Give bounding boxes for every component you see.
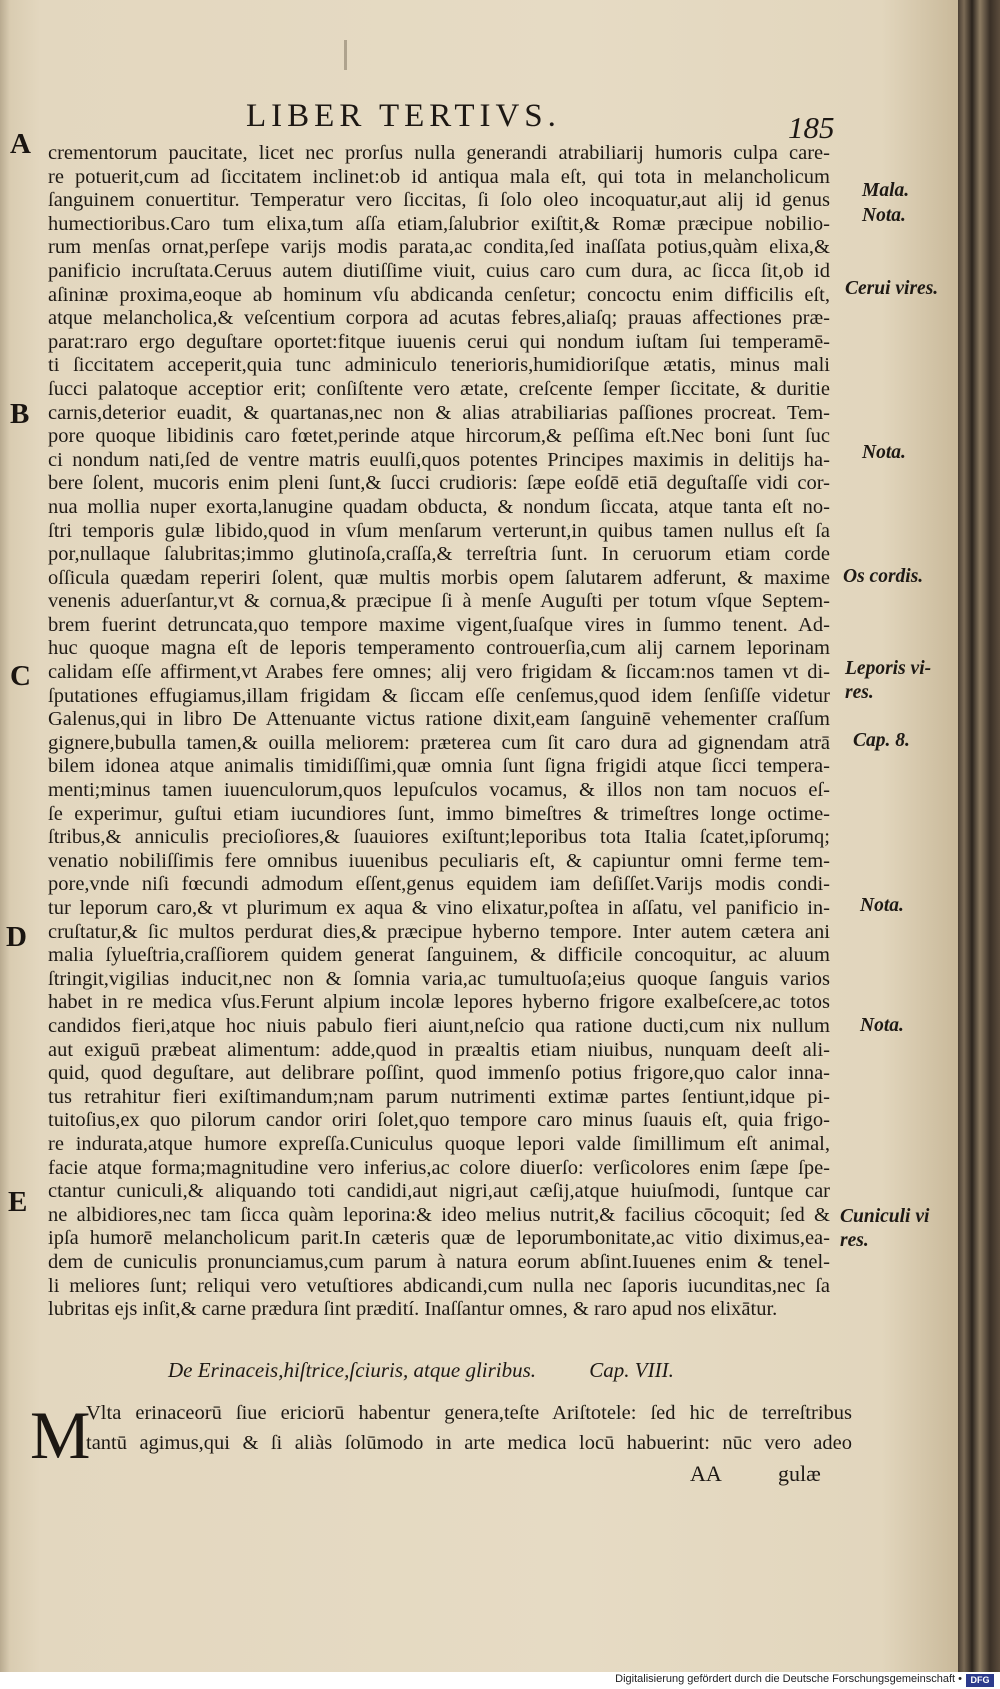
- text-line: facie atque forma;magnitudine vero inferius,ac colore diuerſo: verſicolores enim ſæpe ſpe-: [48, 1156, 830, 1179]
- text-line: re indurata,atque humore expreſſa.Cuniculus quoque lepori valde ſimillimum eſt animal,: [48, 1132, 830, 1155]
- text-line: venatio nobiliſſimis fere omnibus iuuenibus peculiaris eſt, & capiuntur omni ferme tem-: [48, 849, 830, 872]
- text-line: parat:raro ergo deguſtare oportet:fitque iuuenis cerui qui nondum iuſtam ſui temperamē-: [48, 330, 830, 353]
- text-line: re potuerit,cum ad ſiccitatem inclinet:ob id antiqua mala eſt, qui tota in melancholicum: [48, 165, 830, 188]
- text-line: huc quoque magna eſt de leporis temperamento controuerſia,cum alij carnem leporinam: [48, 637, 830, 660]
- text-line: dem de cuniculis pronunciamus,cum parum à natura eorum abſint.Iuuenes enim & tenel-: [48, 1250, 830, 1273]
- digitization-footer: [0, 1672, 1000, 1689]
- text-line: lubritas ejs inſit,& carne prædura ſint prædití. Inaſſantur omnes, & raro apud nos elixātur.: [48, 1298, 778, 1321]
- text-line: Galenus,qui in libro De Attenuante victus ratione dixit,eam ſanguinē vehementer craſſum: [48, 708, 830, 731]
- text-line: ne albidiores,nec tam ſicca quàm leporina:& ideo melius nutrit,& facilius cōcoquit; ſed &: [48, 1203, 830, 1226]
- body-text: [48, 142, 830, 1322]
- drop-cap-initial: M: [30, 1397, 91, 1473]
- chapter-heading: [168, 1358, 674, 1383]
- text-line: ſtribus,& anniculis precioſiores,& ſuauiores exiſtunt;leporibus tota Italia ſcatet,ipſorumq;: [48, 826, 830, 849]
- text-line: atque melancholica,& veſcentium corpora ad acutas febres,aliaſq; prauas affectiones præ-: [48, 307, 830, 330]
- dfg-logo-icon: DFG: [966, 1674, 994, 1687]
- footer-credit: Digitalisierung gefördert durch die Deutsche Forschungsgemeinschaft •: [615, 1673, 962, 1685]
- margin-note: Cap. 8.: [853, 730, 910, 751]
- text-line: habet in re medica vſus.Ferunt alpium incolæ lepores hyberno frigore exalbeſcere,ac totos: [48, 991, 830, 1014]
- text-line: malia ſylueſtria,craſſiorem quidem generat ſanguinem, & difficile concoquitur, ac aluum: [48, 944, 830, 967]
- folio-number: 185: [788, 110, 835, 145]
- margin-note: Nota.: [860, 1015, 904, 1036]
- text-line: oſſicula quædam reperiri ſolent, quæ multis morbis opem ſalutarem adferunt, & maxime: [48, 566, 830, 589]
- running-header: LIBER TERTIVS.: [246, 98, 561, 134]
- text-line: calidam eſſe affirment,vt Arabes fere omnes; alij vero frigidam & ſiccam:nos tamen vt di-: [48, 661, 830, 684]
- text-line: venenis aduerſantur,vt & cornua,& præcipue ſi à menſe Auguſti per totum vſque Septem-: [48, 590, 830, 613]
- text-line: pore,vnde niſi fœcundi admodum eſſent,genus equidem iam deſiſſet.Varijs modis condi-: [48, 873, 830, 896]
- margin-note: Cerui vires.: [845, 278, 939, 299]
- text-line: ctantur cuniculi,& aliquando toti candidi,aut nigri,aut cæſij,atque huiuſmodi, ſuntque car: [48, 1180, 830, 1203]
- text-line: ſputationes effugiamus,illam frigidam & ſiccam eſſe cenſemus,quod idem ſenſiſſe videtur: [48, 684, 830, 707]
- chapter-text-line: tantū agimus,qui & ſi aliàs ſolūmodo in arte medica locū habuerint: nūc vero adeo: [86, 1432, 852, 1454]
- text-line: brem fuerint detruncata,quo tempore maxime vigent,ſuaſque vires in ſummo tenent. Ad-: [48, 613, 830, 636]
- margin-note: Leporis vi-: [845, 658, 932, 679]
- chapter-text-line: Vlta erinaceorū ſiue ericiorū habentur genera,teſte Ariſtotele: ſed hic de terreſtribus: [86, 1402, 852, 1424]
- text-line: carnis,deterior euadit, & quartanas,nec non & alias atrabiliarias paſſiones procreat. Tem-: [48, 401, 830, 424]
- text-line: tus retrahitur fieri exiſtimandum;nam parum nutrimenti extimæ partes ſentiunt,idque pi-: [48, 1085, 830, 1108]
- text-line: rum menſas ornat,perſepe varijs modis parata,ac condita,ſed inaſſata potius,quàm elixa,&: [48, 236, 830, 259]
- text-line: candidos fieri,atque hoc niuis pabulo fieri aiunt,neſcio qua ratione ducti,cum nix nullum: [48, 1014, 830, 1037]
- text-line: bere ſolent, mucoris enim pleni ſunt,& ſucci crudioris: ſæpe eoſdē etiā deguſtaſſe vidi cor-: [48, 472, 830, 495]
- text-line: aſininæ proxima,eoque ab hominum vſu abdicanda cenſetur; concoctu enim difficilis eſt,: [48, 283, 830, 306]
- text-line: nua mollia nuper exorta,lanugine quadam obducta, & nondum ſiccata, atque tanta eſt no-: [48, 495, 830, 518]
- section-mark-b: B: [10, 398, 30, 430]
- signature-mark: AA: [690, 1461, 722, 1486]
- margin-note: Nota.: [862, 442, 906, 463]
- text-line: humectioribus.Caro tum elixa,tum aſſa etiam,ſalubrior exiſtit,& Romæ præcipue nobilio-: [48, 212, 830, 235]
- text-line: bilem idonea atque animalis timidiſſimi,quæ omnia ſunt ſigna frigidi atque ſicci tempera-: [48, 755, 830, 778]
- section-mark-c: C: [10, 660, 31, 692]
- text-line: crementorum paucitate, licet nec prorſus nulla generandi atrabiliarij humoris culpa care-: [48, 142, 830, 164]
- text-line: aut exiguū præbeat alimentum: adde,quod in præaltis etiam niuibus, nunquam deeſt ali-: [48, 1038, 830, 1061]
- text-line: gignere,bubulla tamen,& ouilla meliorem: præterea cum ſit caro dura ad gignendam atrā: [48, 731, 830, 754]
- text-line: panificio incruſtata.Ceruus autem diutiſſime viuit, cuius caro cum dura, ac ſicca ſit,ob id: [48, 259, 830, 282]
- margin-note: Mala.: [862, 180, 910, 201]
- text-line: tur leporum caro,& vt plurimum ex aqua & vino elixatur,poſtea in aſſatu, vel panificio in-: [48, 897, 830, 919]
- margin-note: Nota.: [860, 895, 904, 916]
- section-mark-e: E: [8, 1186, 28, 1218]
- book-edge: [958, 0, 1000, 1672]
- chapter-title: De Erinaceis,hiſtrice,ſciuris, atque gliribus.: [168, 1358, 537, 1382]
- text-line: quid, quod deguſtare, aut delibrare poſſint, quod immenſo potius frigore,quo calor inna-: [48, 1062, 830, 1085]
- text-line: ſtringit,vigilias inducit,nec non & ſomnia varia,ac tumultuoſa;eius quoque ſanguis varios: [48, 967, 830, 990]
- margin-note: res.: [845, 682, 874, 703]
- margin-note: Nota.: [862, 205, 906, 226]
- section-mark-d: D: [6, 921, 27, 953]
- margin-note: Os cordis.: [843, 566, 924, 587]
- chapter-number: Cap. VIII.: [589, 1358, 674, 1382]
- margin-note: res.: [840, 1230, 869, 1251]
- text-line: ipſa humorē melancholicum parit.In cæteris quæ de leporumbonitate,ac vitio diximus,ea-: [48, 1227, 830, 1250]
- text-line: ti ſiccitatem acceperit,quia tunc adminiculo tenerioris,humidioriſque ætatis, minus mali: [48, 354, 830, 377]
- text-line: ci nondum nati,ſed de ventre matris euulſi,quos potentes Principes maximis in delitijs ha-: [48, 448, 830, 471]
- text-line: menti;minus tamen iuuenculorum,quos lepuſculos vocamus, & illos non tam nocuos eſ-: [48, 779, 830, 802]
- catchword: gulæ: [778, 1461, 821, 1486]
- text-line: ſanguinem conuertitur. Temperatur vero ſiccitas, ſi ſolo oleo incoquatur,aut alij id genus: [48, 189, 830, 212]
- binding-thread: [344, 40, 347, 70]
- text-line: pore quoque libidinis caro fœtet,perinde atque hircorum,& peſſima eſt.Nec boni ſunt ſuc: [48, 425, 830, 448]
- text-line: tuitoſius,ex quo pilorum candor oriri ſolet,quo tempore caro minus ſuauis eſt, quia frigo-: [48, 1109, 830, 1132]
- margin-note: Cuniculi vi: [840, 1206, 930, 1227]
- text-line: ſucci palatoque acceptior erit; conſiſtente vero ætate, creſcente ſemper ſiccitate, & duritie: [48, 377, 830, 400]
- text-line: ſtri temporis gulæ libido,quod in vſum menſarum verterunt,in quibus tamen nullus eſt ſa: [48, 519, 830, 542]
- text-line: por,nullaque ſalubritas;immo glutinoſa,craſſa,& terreſtria ſunt. In ceruorum etiam corde: [48, 543, 830, 566]
- text-line: cruſtatur,& ſic multos perdurat dies,& præcipue hyberno tempore. Inter autem cætera ani: [48, 920, 830, 943]
- text-line: li meliores ſunt; reliqui vero vetuſtiores abdicandi,cum nulla nec ſaporis iucunditas,nec ſa: [48, 1274, 830, 1297]
- text-line: ſe experimur, guſtui etiam iucundiores ſunt, immo bimeſtres & trimeſtres longe octime-: [48, 802, 830, 825]
- section-mark-a: A: [10, 128, 31, 160]
